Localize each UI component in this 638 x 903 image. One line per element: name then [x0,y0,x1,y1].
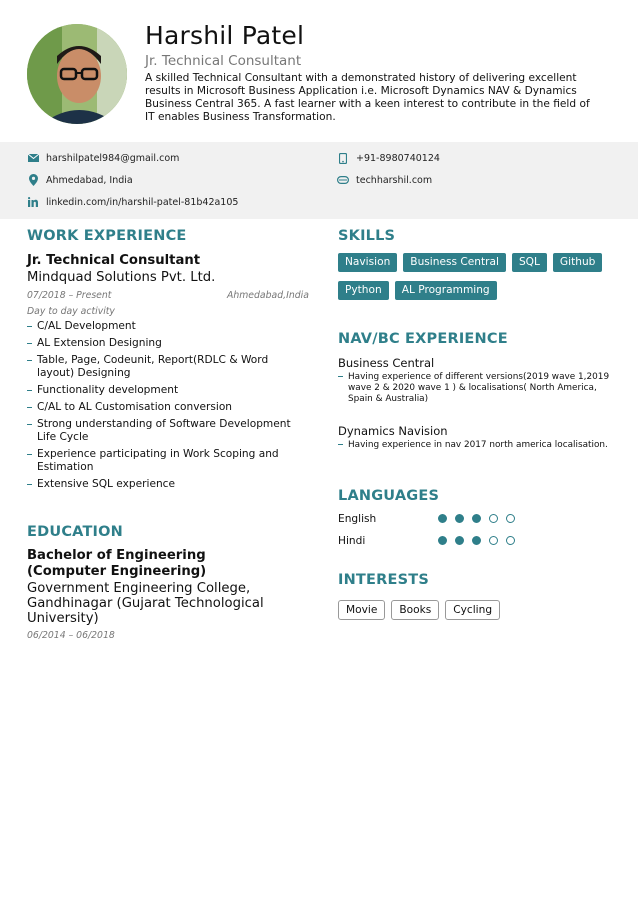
company-name: Mindquad Solutions Pvt. Ltd. [27,270,216,285]
avatar [27,24,127,124]
list-item: Having experience in nav 2017 north america localisation. [338,440,610,451]
job-dates: 07/2018 – Present [27,290,112,301]
level-dot [455,536,464,545]
contact-phone-text: +91-8980740124 [356,152,440,164]
language-hindi-level [438,536,515,545]
list-item: C/AL to AL Customisation conversion [27,401,307,414]
level-dot [472,514,481,523]
list-item: C/AL Development [27,320,307,333]
job-subtitle: Day to day activity [27,306,115,317]
job-location: Ahmedabad,India [227,290,309,301]
languages-heading: LANGUAGES [338,488,440,504]
skill-tag: SQL [512,253,547,272]
skill-tag: Business Central [403,253,506,272]
skill-tag: AL Programming [395,281,497,300]
skill-tag: Navision [338,253,397,272]
work-items-list [27,320,307,495]
skills-heading: SKILLS [338,228,396,244]
language-hindi: Hindi [338,535,366,547]
contact-location [27,174,133,186]
resume-summary: A skilled Technical Consultant with a demonstrated history of delivering excellent results in Microsoft Business Application i.e. Microsoft Dynamics NAV & Dynamics Business Central 365. A fast learner with a keen interest to contribute in the field of IT enables Business Transformation. [145,72,590,123]
education-school: Government Engineering College, Gandhinagar (Gujarat Technological University) [27,581,264,626]
list-item: AL Extension Designing [27,337,307,350]
nav-title: Dynamics Navision [338,424,448,438]
phone-icon [337,152,349,164]
education-degree: Bachelor of Engineering (Computer Engineering) [27,548,207,579]
interest-tag: Books [391,600,439,620]
interests-list [338,600,500,620]
nav-items-list [338,440,610,451]
work-experience-heading: WORK EXPERIENCE [27,228,187,244]
contact-location-text: Ahmedabad, India [46,174,133,186]
contact-linkedin[interactable] [27,196,238,208]
resume-name: Harshil Patel [145,21,305,50]
skill-tag: Github [553,253,602,272]
list-item: Table, Page, Codeunit, Report(RDLC & Word layout) Designing [27,354,307,380]
resume-role: Jr. Technical Consultant [145,53,302,69]
interests-heading: INTERESTS [338,572,429,588]
interest-tag: Movie [338,600,385,620]
job-title: Jr. Technical Consultant [27,253,201,268]
level-dot [489,536,498,545]
level-dot [438,536,447,545]
level-dot [489,514,498,523]
contact-phone[interactable] [337,152,440,164]
navbc-heading: NAV/BC EXPERIENCE [338,331,508,347]
level-dot [455,514,464,523]
list-item: Strong understanding of Software Development Life Cycle [27,418,307,444]
skill-tag: Python [338,281,389,300]
list-item: Experience participating in Work Scoping and Estimation [27,448,307,474]
language-english-level [438,514,515,523]
contact-email[interactable] [27,152,179,164]
level-dot [506,536,515,545]
level-dot [506,514,515,523]
list-item: Having experience of different versions(2019 wave 1,2019 wave 2 & 2020 wave 1 ) & localisations( North America, Spain & Australia) [338,372,610,405]
list-item: Functionality development [27,384,307,397]
location-icon [27,174,39,186]
level-dot [472,536,481,545]
contact-website-text: techharshil.com [356,174,433,186]
education-heading: EDUCATION [27,524,124,540]
contact-linkedin-text: linkedin.com/in/harshil-patel-81b42a105 [46,196,239,208]
bc-items-list [338,372,610,405]
list-item: Extensive SQL experience [27,478,307,491]
website-icon [337,174,349,186]
level-dot [438,514,447,523]
education-dates: 06/2014 – 06/2018 [27,630,115,641]
linkedin-icon [27,196,39,208]
email-icon [27,152,39,164]
skills-list [338,253,618,300]
contact-email-text: harshilpatel984@gmail.com [46,152,180,164]
interest-tag: Cycling [445,600,500,620]
contact-website[interactable] [337,174,432,186]
bc-title: Business Central [338,356,435,370]
language-english: English [338,513,377,525]
